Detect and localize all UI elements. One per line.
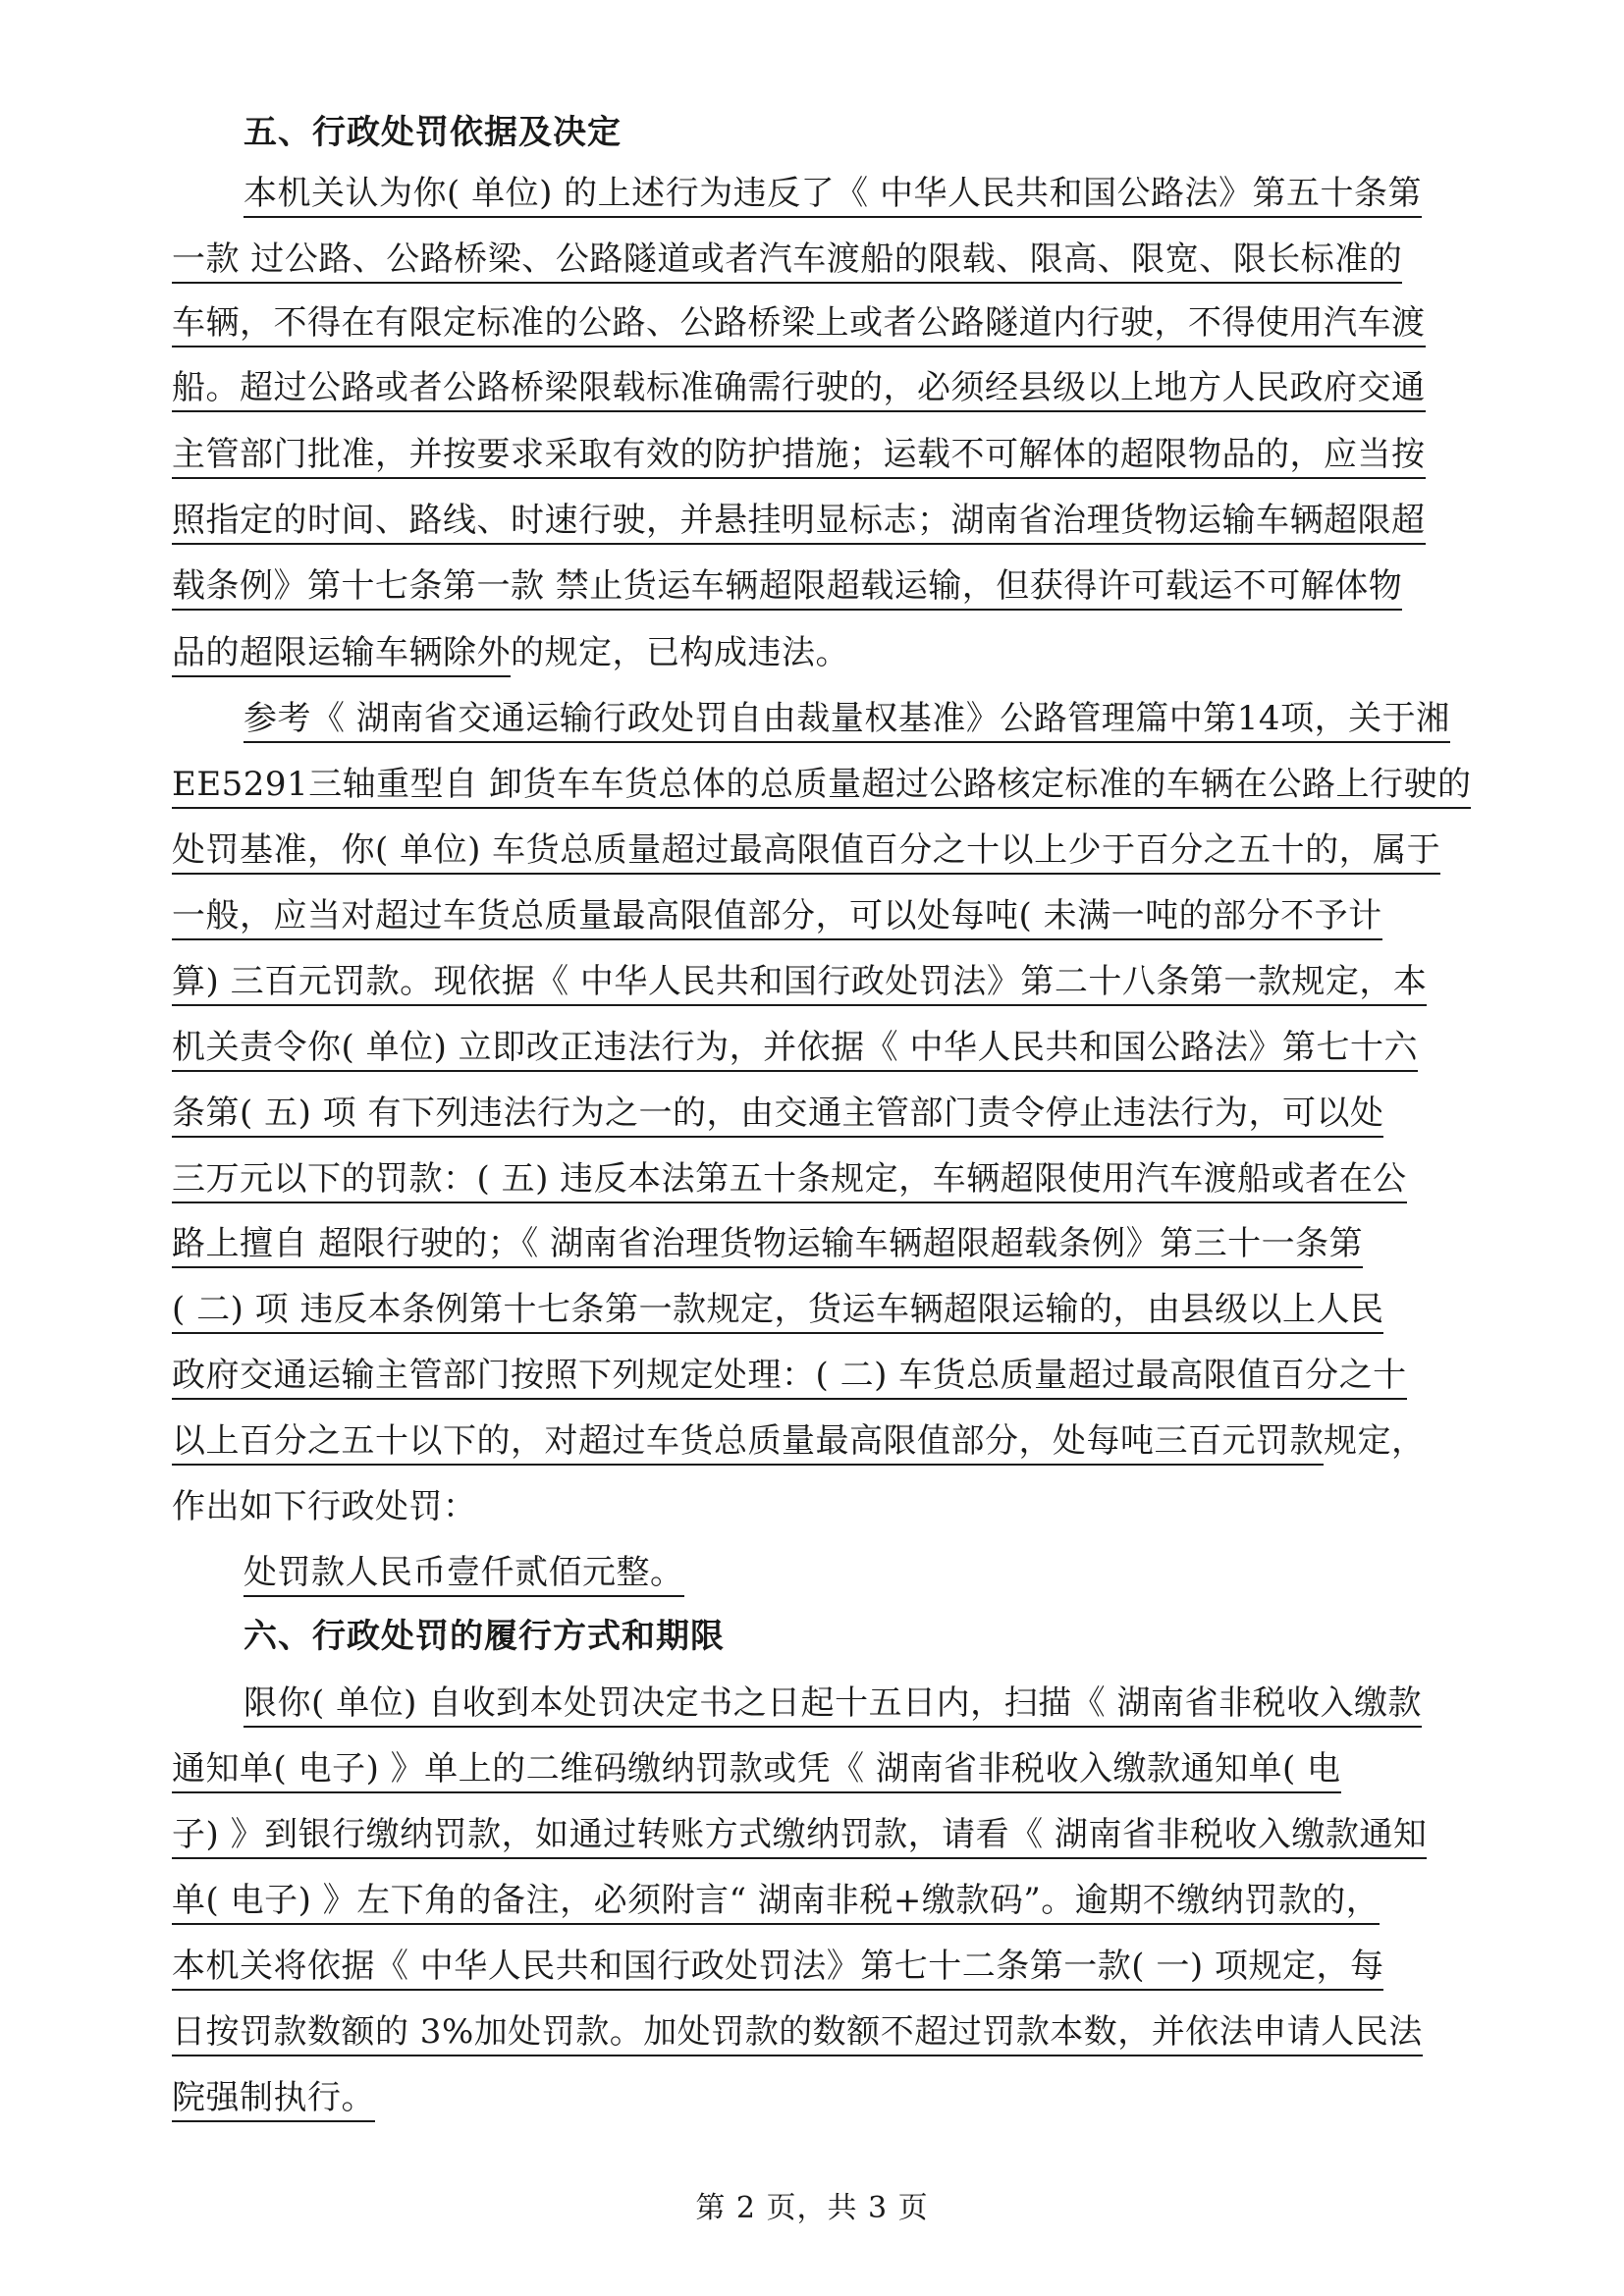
- reference-line: 路上擅自 超限行驶的；《 湖南省治理货物运输车辆超限超载条例》第三十一条第: [172, 1223, 1363, 1264]
- section-5-line: 照指定的时间、路线、时速行驶，并悬挂明显标志；湖南省治理货物运输车辆超限超: [172, 500, 1426, 541]
- reference-line: 一般，应当对超过车货总质量最高限值部分，可以处每吨( 未满一吨的部分不予计: [172, 895, 1382, 936]
- section-6-line: 子) 》到银行缴纳罚款，如通过转账方式缴纳罚款，请看《 湖南省非税收入缴款通知: [172, 1814, 1427, 1855]
- section-6-line: 通知单( 电子) 》单上的二维码缴纳罚款或凭《 湖南省非税收入缴款通知单( 电: [172, 1748, 1341, 1789]
- section-5-line: 本机关认为你( 单位) 的上述行为违反了《 中华人民共和国公路法》第五十条第: [244, 173, 1422, 214]
- reference-line: 条第( 五) 项 有下列违法行为之一的，由交通主管部门责令停止违法行为，可以处: [172, 1093, 1383, 1134]
- section-5-heading: 五、行政处罚依据及决定: [244, 113, 622, 152]
- page-number: 第 2 页，共 3 页: [695, 2191, 929, 2225]
- reference-line: 算) 三百元罚款。现依据《 中华人民共和国行政处罚法》第二十八条第一款规定，本: [172, 961, 1427, 1002]
- section-6-line: 本机关将依据《 中华人民共和国行政处罚法》第七十二条第一款( 一) 项规定，每: [172, 1946, 1383, 1987]
- reference-line: 参考《 湖南省交通运输行政处罚自由裁量权基准》公路管理篇中第14项，关于湘: [244, 698, 1450, 739]
- section-6-line: 限你( 单位) 自收到本处罚决定书之日起十五日内，扫描《 湖南省非税收入缴款: [244, 1682, 1422, 1724]
- reference-line: 作出如下行政处罚：: [172, 1487, 477, 1526]
- reference-line: 机关责令你( 单位) 立即改正违法行为，并依据《 中华人民共和国公路法》第七十六: [172, 1027, 1418, 1068]
- section-6-line: 单( 电子) 》左下角的备注，必须附言“ 湖南非税+缴款码”。逾期不缴纳罚款的，: [172, 1880, 1380, 1921]
- reference-line: 以上百分之五十以下的，对超过车货总质量最高限值部分，处每吨三百元罚款规定，: [172, 1420, 1426, 1462]
- penalty-decision: 处罚款人民币壹仟贰佰元整。: [244, 1552, 684, 1593]
- section-5-line: 一款 过公路、公路桥梁、公路隧道或者汽车渡船的限载、限高、限宽、限长标准的: [172, 239, 1402, 280]
- section-6-line: 院强制执行。: [172, 2077, 375, 2118]
- reference-line: 政府交通运输主管部门按照下列规定处理：( 二) 车货总质量超过最高限值百分之十: [172, 1355, 1407, 1396]
- section-5-line: 主管部门批准，并按要求采取有效的防护措施；运载不可解体的超限物品的，应当按: [172, 434, 1426, 475]
- section-5-line: 品的超限运输车辆除外的规定，已构成违法。: [172, 632, 849, 673]
- section-5-line: 车辆，不得在有限定标准的公路、公路桥梁上或者公路隧道内行驶，不得使用汽车渡: [172, 302, 1426, 344]
- reference-line: EE5291三轴重型自 卸货车车货总体的总质量超过公路核定标准的车辆在公路上行驶的: [172, 764, 1471, 805]
- reference-line: ( 二) 项 违反本条例第十七条第一款规定，货运车辆超限运输的，由县级以上人民: [172, 1289, 1383, 1330]
- section-6-line: 日按罚款数额的 3%加处罚款。加处罚款的数额不超过罚款本数，并依法申请人民法: [172, 2011, 1423, 2053]
- section-5-line: 船。超过公路或者公路桥梁限载标准确需行驶的，必须经县级以上地方人民政府交通: [172, 367, 1426, 408]
- section-6-heading: 六、行政处罚的履行方式和期限: [244, 1617, 725, 1656]
- reference-line: 三万元以下的罚款：( 五) 违反本法第五十条规定，车辆超限使用汽车渡船或者在公: [172, 1158, 1407, 1200]
- section-5-line: 载条例》第十七条第一款 禁止货运车辆超限超载运输，但获得许可载运不可解体物: [172, 565, 1402, 607]
- reference-line: 处罚基准，你( 单位) 车货总质量超过最高限值百分之十以上少于百分之五十的，属于: [172, 829, 1440, 871]
